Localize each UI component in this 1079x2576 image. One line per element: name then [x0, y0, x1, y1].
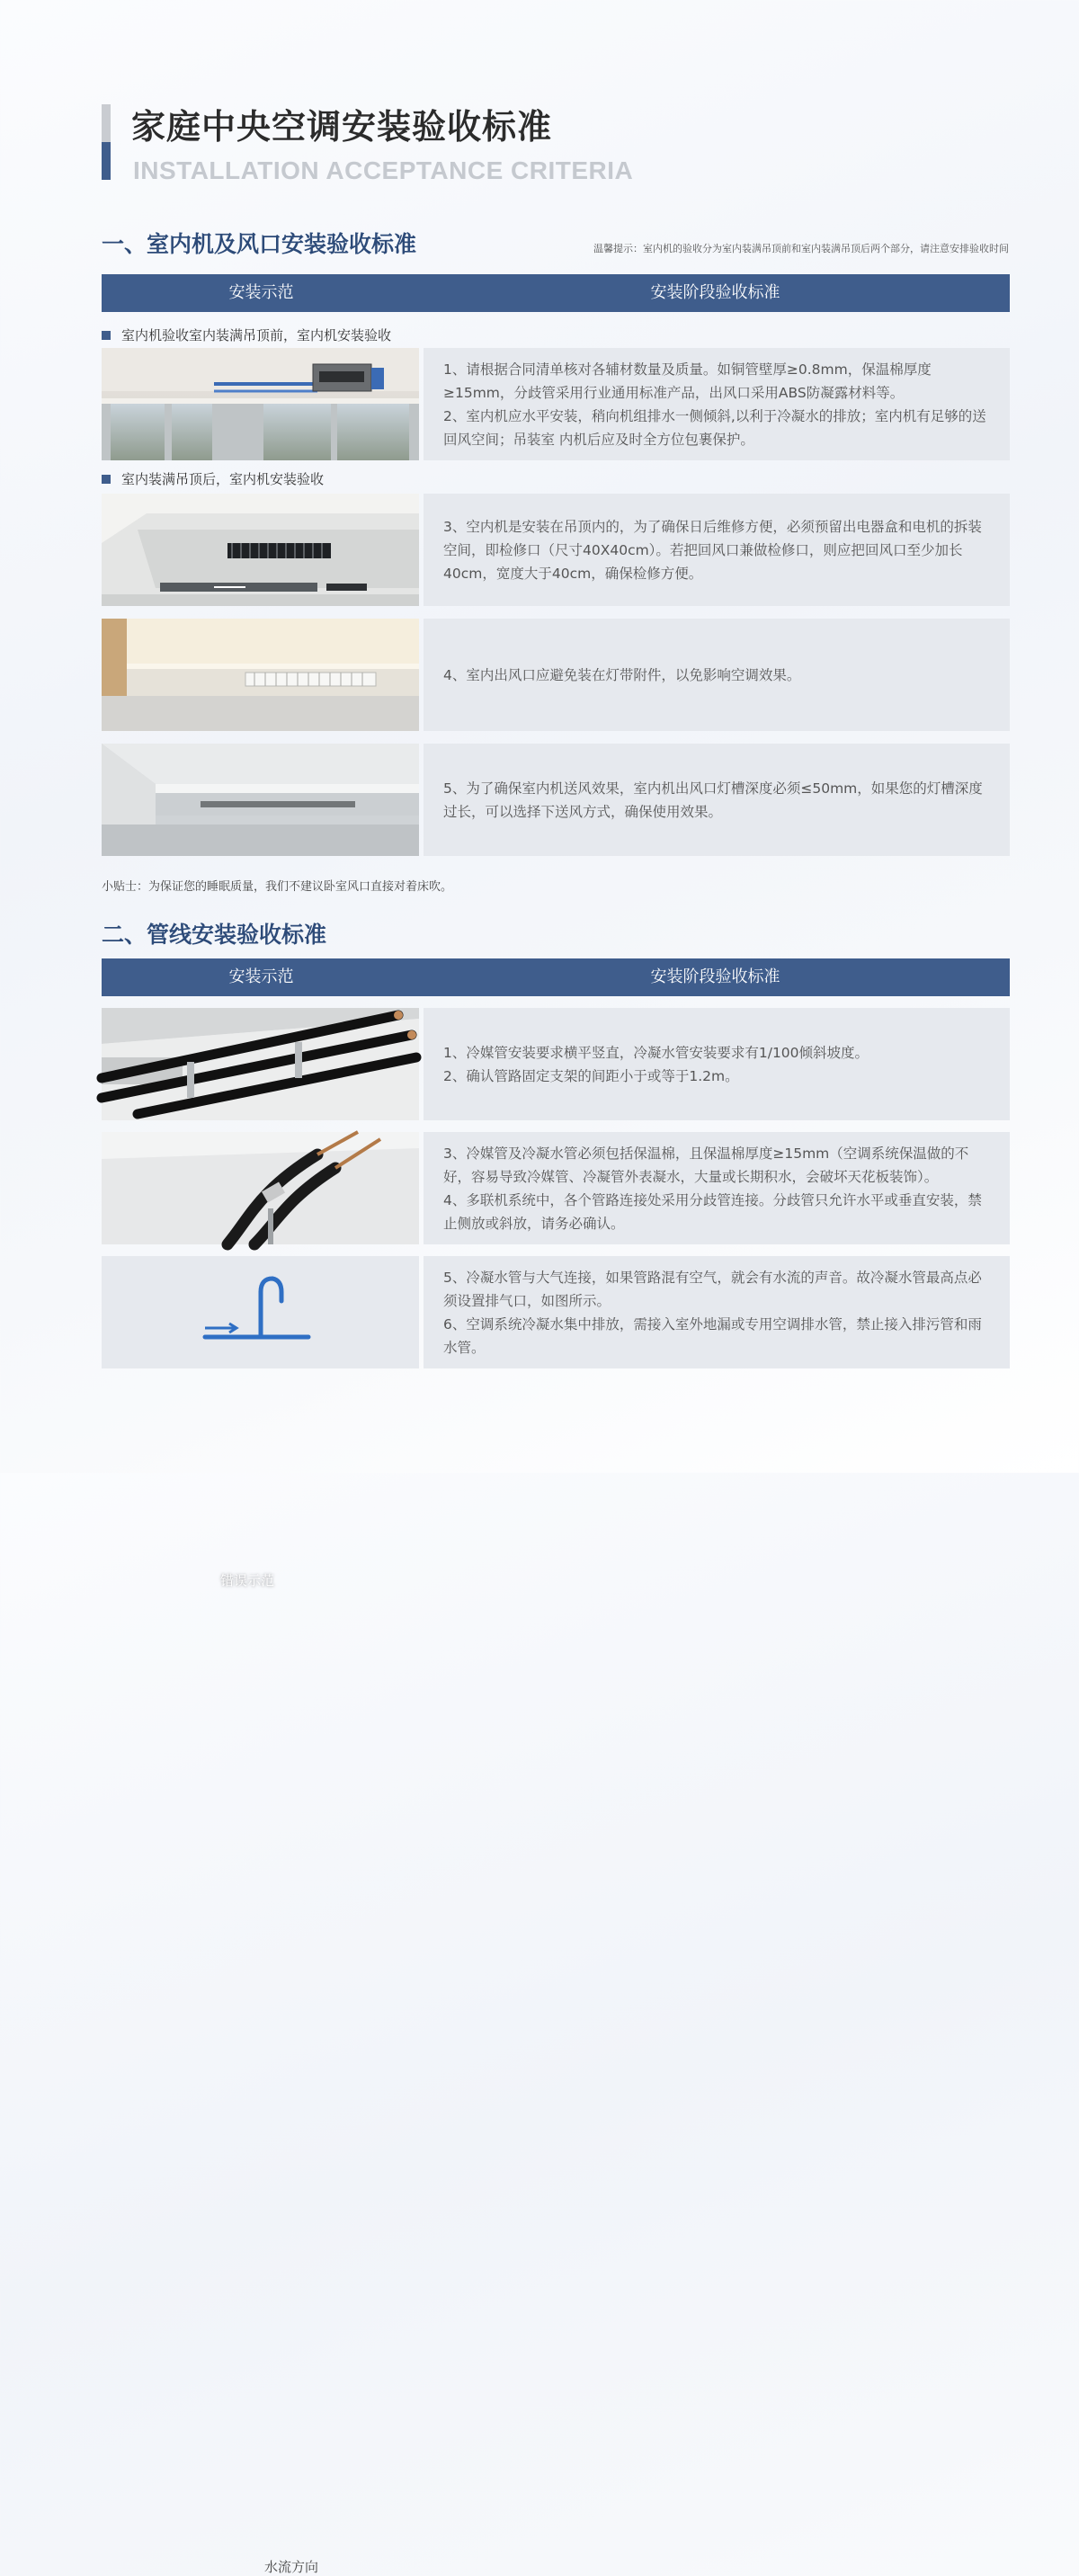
criteria-line: 6、空调系统冷凝水集中排放，需接入室外地漏或专用空调排水管，禁止接入排污管和雨水管。 [443, 1315, 982, 1356]
branch-pipe-photo [102, 1132, 419, 1244]
section1-table-header [102, 274, 1010, 312]
access-panel-photo [102, 494, 419, 606]
title-accent-bars [102, 104, 111, 180]
criteria-line: 1、冷媒管安装要求横平竖直，冷凝水管安装要求有1/100倾斜坡度。 [443, 1044, 869, 1061]
page-title: 家庭中央空调安装验收标准 [131, 107, 553, 147]
col-header-demo: 安装示范 [228, 967, 294, 986]
criteria-line: 3、冷媒管及冷凝水管必须包括保温棉，且保温棉厚度≥15mm（空调系统保温做的不好，容易导致冷媒管、冷凝管外表凝水，大量或长期积水，会破坏天花板装饰）。 [443, 1145, 969, 1185]
bullet-square-icon [102, 331, 111, 340]
light-strip-vent-photo [102, 619, 419, 731]
section2-title: 二、管线安装验收标准 [102, 922, 327, 948]
criteria-line: 5、为了确保室内机送风效果，室内机出风口灯槽深度必须≤50mm，如果您的灯槽深度过长，可以选择下送风方式，确保使用效果。 [443, 780, 983, 820]
section2-table-header [102, 958, 1010, 996]
subheading-after-ceiling: 室内装满吊顶后，室内机安装验收 [102, 469, 324, 488]
criteria-cell [424, 494, 1010, 606]
indoor-unit-photo [102, 348, 419, 460]
criteria-cell [424, 348, 1010, 460]
page-subtitle-en: INSTALLATION ACCEPTANCE CRITERIA [133, 156, 634, 184]
bullet-square-icon [102, 475, 111, 484]
col-header-criteria: 安装阶段验收标准 [650, 967, 780, 986]
criteria-cell [424, 1132, 1010, 1244]
section1-tip: 温馨提示：室内机的验收分为室内装满吊顶前和室内装满吊顶后两个部分，请注意安排验收时间 [593, 243, 1009, 254]
wrong-example-label: 错误示范 [220, 1573, 275, 1589]
criteria-line: 4、多联机系统中，各个管路连接处采用分歧管连接。分歧管只允许水平或垂直安装，禁止侧放或斜放，请务必确认。 [443, 1191, 982, 1232]
criteria-cell [424, 1008, 1010, 1120]
col-header-criteria: 安装阶段验收标准 [650, 283, 780, 302]
tip-note: 小贴士：为保证您的睡眠质量，我们不建议卧室风口直接对着床吹。 [102, 880, 453, 894]
table-row [102, 1008, 1010, 1120]
criteria-cell [424, 1256, 1010, 1368]
refrigerant-pipes-photo [102, 1008, 419, 1120]
criteria-line: 1、请根据合同清单核对各辅材数量及质量。如铜管壁厚≥0.8mm，保温棉厚度≥15mm，分歧管采用行业通用标准产品，出风口采用ABS防凝露材料等。 [443, 361, 932, 401]
criteria-cell [424, 619, 1010, 731]
light-slot-vent-photo [102, 744, 419, 856]
criteria-line: 4、室内出风口应避免装在灯带附件，以免影响空调效果。 [443, 666, 801, 683]
criteria-line: 5、冷凝水管与大气连接，如果管路混有空气，就会有水流的声音。故冷凝水管最高点必须设置排气口，如图所示。 [443, 1269, 982, 1309]
criteria-line: 2、确认管路固定支架的间距小于或等于1.2m。 [443, 1067, 739, 1084]
criteria-line: 3、空内机是安装在吊顶内的，为了确保日后维修方便，必须预留出电器盒和电机的拆装空间，即检修口（尺寸40X40cm）。若把回风口兼做检修口，则应把回风口至少加长40cm，宽度大于40cm，确保检修方便。 [443, 518, 982, 582]
criteria-line: 2、室内机应水平安装，稍向机组排水一侧倾斜,以利于冷凝水的排放；室内机有足够的送回风空间；吊装室 内机后应及时全方位包裹保护。 [443, 407, 986, 448]
water-flow-label: 水流方向 [264, 2559, 319, 2575]
table-row [102, 348, 1010, 460]
criteria-cell [424, 744, 1010, 856]
table-row [102, 494, 1010, 606]
section1-title: 一、室内机及风口安装验收标准 [102, 231, 417, 257]
col-header-demo: 安装示范 [228, 283, 294, 302]
table-row [102, 1132, 1010, 1244]
drain-vent-diagram [102, 1256, 419, 1368]
table-row [102, 619, 1010, 731]
subheading-before-ceiling: 室内机验收室内装满吊顶前，室内机安装验收 [102, 325, 391, 344]
